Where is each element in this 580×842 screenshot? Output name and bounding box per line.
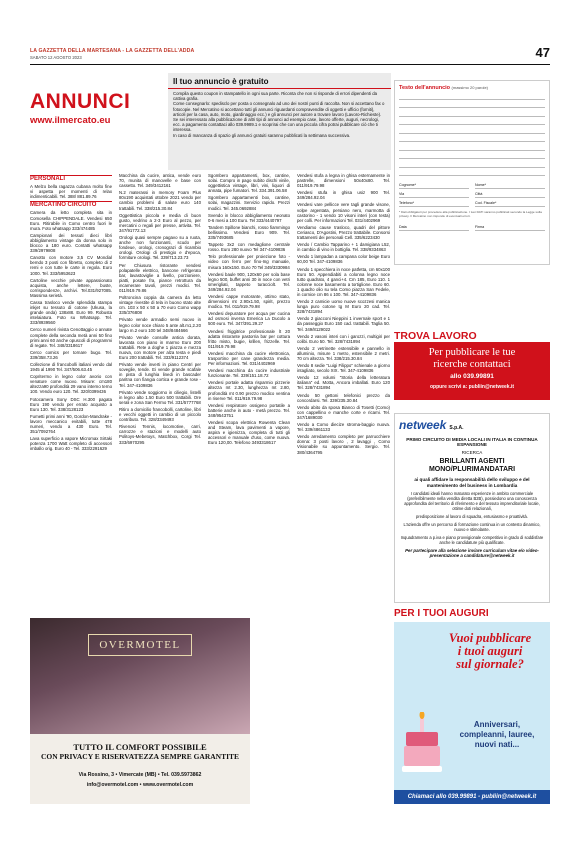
listing-item: Vendesi baule 900, 120x60 per sola base legno 500, buffet anni 30 in noce con vetri smerigliati, tappeto turacciolt. Tel. 349/284.92.04 xyxy=(208,271,290,292)
listing-item: Vendo abito da sposa Bianco di Tosetti (Como) con cappellino e manche corte e ricami. Tel. 347/1689030 xyxy=(297,404,390,420)
listing-item: Vendo 2 vetrinette estensibile e pannello in alluminio, misure 1 metro, estensibile 2 metri. 70 cm altezza. Tel. 338/215.30.84 xyxy=(297,345,390,361)
listing-item: Vendo 2 giacconi Nieppini 1 invernale sport e 1 da passeggio Euro 150 cad. trattabili. Taglia 50. Tel. 349/8129022 xyxy=(297,316,390,332)
listing-item: Cartoline vecchie private appassionato acquista, anche lettere, buste, corrispondenze, archivi. Tel.031/927085. Massima serietà. xyxy=(30,277,112,298)
listing-column-2 xyxy=(119,173,201,447)
listing-item: Cassa trasloco vende splendida stampa inkjet su tessuto di cotone (Ukusa, la grande onda) 138x88. Euro 99. Robusta intelaiatura. Foto su Whatsapp. Tel. 333/8939560 xyxy=(30,299,112,326)
field-cognome[interactable]: Cognome* xyxy=(399,180,469,189)
listing-item: Vendo 1 specchiera in noce patfetta, cm 60x100 Euro 50. Appendiabiti a colonna legno noce tutto quadrato, 4 ganci+4. Cm 185, Euro 110. 1 colonne noce basamento a tortiglione. Euro 60. 1 quadro olio su tela Como piazza San Fedele, in cornice cm 86 x 100. Tel. 347-4109836 xyxy=(297,266,390,297)
listing-item: Privato vende inverti in piano Centri per soveglie, tende. Ei vende grande scafale in pista di lunghia linedi in bascader paritna con fiangia cortica e grande rose - Tel. 347-4109836 xyxy=(119,362,201,388)
listing-item: Tappeto 3x2 con medaglione centrale rosso. Euro 280 nuovo Tel 347-4109836 xyxy=(208,242,290,253)
listing-item: Vendo arredamento completo per parrucchiere donna: 3 posti lavoro , 2 lavaggi , Como Visionabile su appuntamento. Sergio. Tel. 380/4364795 xyxy=(297,434,390,455)
listing-item: Poltroncina coppia da camera da letto vintage rivestite di tela in buono stato alte cm. 103 x 50 x 50 a 70 euro Como wapp 335/376808 xyxy=(119,295,201,316)
info-title: Il tuo annuncio è gratuito xyxy=(168,73,391,89)
netweek-tagline: PRIMO CIRCUITO DI MEDIA LOCALI IN ITALIA IN CONTINUA ESPANSIONE xyxy=(406,437,538,447)
listing-item: Orologi quasi sempre pagavo su a ruota, anche non funzionanti, scudo per fondeue, orologi, cronograzi di ricambio orologi. Orologi di prestigio e d'epoca, formiture orologi. Tel. 339/713.23.73 xyxy=(119,235,201,261)
page-header xyxy=(30,47,550,65)
auguri-contact-bar[interactable]: Chiamaci allo 039.99891 - publiin@netweek.it xyxy=(394,790,550,804)
listing-column-3 xyxy=(208,173,290,448)
field-firma[interactable]: Firma xyxy=(475,222,545,231)
listing-item: Vendiamo cause trasloco, quadri del pittore Ceriasco, D'Agostini, Prezzo trattabile. Consorsi trattamenti dei personali Cell. 335/6223430 xyxy=(297,224,390,241)
netweek-logo-text: netweek xyxy=(399,418,447,432)
listing-item: Vendo 2 vasoni interi con i garozzi, multigiri per colibi. Euro 50. Tel. 328/7431894 xyxy=(297,333,390,344)
auguri-q3: sul giornale? xyxy=(456,657,524,671)
trova-lavoro-headline xyxy=(394,347,550,371)
listing-item: Vendesi stufa a legna in ghisa esternamente in pastrelle, dimensioni 50x40x80. Tel. 011/919.79.98 xyxy=(297,173,390,189)
info-text-1: Compila questo coupon in stampatello in ogni sua parte. Riconta che non si risponde di errori dipendenti da cattiva grafia. xyxy=(173,91,377,102)
auguri-ad xyxy=(394,608,550,804)
ad-text-lines[interactable] xyxy=(399,91,545,176)
netweek-logo-suffix: S.p.A. xyxy=(449,425,464,431)
trova-lavoro-ad xyxy=(394,330,550,400)
listing-item: Privato vende armadio semi nuovo in legno color noce chiaro 5 ante alt.m1,2.20 largo m.2 euro 100 tel 348/8484666 xyxy=(119,317,201,333)
listing-item: Rivenosi Tennis, locomotive, carri, carrozze e stazioni e modelli auto Politoys-Mebetoys, Matchbox, Corgi Tel. 333/6970295 xyxy=(119,424,201,445)
trova-lavoro-title: TROVA LAVORO xyxy=(394,330,477,342)
free-ad-info-box xyxy=(168,73,391,170)
overmotel-headline: TUTTO IL COMFORT POSSIBILE xyxy=(73,742,207,752)
listing-item: Canotto con motore 3,5 CV Mondial bemdo 3 posti con fibretto, completo di 2 remi e con tutte le carte in regola. Euro 1000. Tel. 333/5953623 xyxy=(30,255,112,276)
auguri-r3: nuovi nati... xyxy=(474,740,520,749)
field-nome[interactable]: Nome* xyxy=(475,180,545,189)
field-data[interactable]: Data xyxy=(399,222,469,231)
auguri-r1: Anniversari, xyxy=(473,720,521,729)
auguri-r2: compleanni, lauree, xyxy=(459,730,535,739)
listing-item: Fumetti primi anni '90, Gordon-Mandrake - lavoro meccanico evitabili, tutte 478 numeri, vendo a 430 Euro. Tel. 351/7092764 xyxy=(30,413,112,435)
netweek-role-desc: ai quali affidare la responsabilità dello sviluppo e del mantenimento del business in Lombardia xyxy=(414,477,530,488)
listing-item: Vendesi vare pellicce vere tagli grande visone, volpe argentata, persiano nero, marmotta di castorino - 1 vendo 10 visoni interi (con testa) per colli. Per informazioni Tel. 031/4402969 xyxy=(297,202,390,223)
listing-item: Vendo 8 sedie "Luigi Filippo" schienale a giorno intagliato, secolo XIX. Tel. 347-4109836 xyxy=(297,363,390,374)
field-telefono[interactable]: Telefono* xyxy=(399,198,469,207)
netweek-text-1: I candidati ideali hanno maturato esperienze in ambito commerciale (preferibilmente nella vendita diretta B2B), possiedono una conoscenza approfondita del territorio di riferimento e del tessuto imprenditoriale locale, ottime doti relazionali, xyxy=(404,491,540,511)
form-note: * Dati obbligatori per procedere alla pubblicazione. I tuoi DATI saranno pubblicati secondo la Legge sulla privacy. Il Mercatino non risponde di eventuali errori. xyxy=(399,210,542,218)
listing-item: Campionari dei tessuti dieci libri abbigliamento vintage da donna solo in blocco a 180 euro. Contatti whatsapp 339/2979808 xyxy=(30,232,112,254)
listing-item: Ritiro a domicilio francobolli, cartoline, libri e vecchi oggetti in cambio di un piccolo contributo. Tel. 328/3349493 xyxy=(119,406,201,423)
netweek-text-3: L'azienda offre un percorso di formazione continua in un contesto dinamico, nuovo e stimolante. xyxy=(403,522,541,532)
overmotel-photo xyxy=(30,618,250,734)
annunci-website[interactable]: www.ilmercato.eu xyxy=(30,115,111,126)
field-via[interactable]: Via xyxy=(399,189,469,198)
form-sign-row xyxy=(399,222,545,231)
netweek-text-4: Inquadramento a p.iva e piano provvigionale competitivo in grado di soddisfare anche le candidature più qualificate. xyxy=(400,535,544,545)
listing-item: Telo professionale per proiezione foto - video con ferro per fino-Ing manuale, misura 160x150. Euro 70 Tel 349/3330984 xyxy=(208,254,290,270)
listing-item: Cerco comics per tornare bugo. Tel. 339/358.73.26 xyxy=(30,349,112,360)
listing-item: Privato Vende consolle antica dorata, lavorata con piano in marmo Euro 200 trattabili. Rete a doghe 1 piazza e mezza nuova, con motore per alza testa e piedi Euro 200 trattabili. Tel. 333/9112374 xyxy=(119,334,201,361)
page-number: 47 xyxy=(535,45,550,60)
listing-item: Vendo 2 camicie uomo nuove scozzesi manica lunga puro cotone tg M Euro 20 cad. Tel. 328/7431894 xyxy=(297,299,390,315)
annunci-masthead xyxy=(30,91,170,126)
trova-email[interactable]: oppure scrivi a: publiin@netweek.it xyxy=(429,384,515,390)
netweek-apply: Per partecipare alla selezione inviare curriculum vitae e/o video-presentazione a candidature@netweek.it xyxy=(405,548,539,559)
auguri-occasions xyxy=(444,720,550,750)
publication-name: LA GAZZETTA DELLA MARTESANA - LA GAZZETTA DELL'ADDA xyxy=(30,48,195,54)
netweek-logo xyxy=(399,418,545,432)
issue-date: SABATO 12 AGOSTO 2023 xyxy=(30,55,82,60)
trova-phone[interactable]: allo 039.99891 xyxy=(450,373,494,380)
listing-item: Sgombero appartamenti box, cantine, solai, magazzini. Servizio rapido. Prezzi modici. Tel. 345.0692884 xyxy=(208,195,290,211)
field-citta[interactable]: Città xyxy=(475,189,545,198)
info-text-2: Come consegnarlo: spedisclo per posta o consegnalo ad uno dei nostri punti di raccolta. Non si accettano fax o fotocopie. Nel Mercatino si accettano tutti gli annunci riguardanti compravendite di oggetti e ufficio (forniti), articoli per la casa, auto, moto, giardinaggio ecc.) e gli annunci per autore a trovare lavoro (Lavoro-Richieste). xyxy=(173,101,385,117)
listing-item: Vendesi stufa in ghisa usiz 900 Tel. 349/284.92.04 xyxy=(297,190,390,201)
ad-coupon-form xyxy=(394,80,550,265)
listing-column-4 xyxy=(297,173,390,457)
listings-columns xyxy=(30,173,390,608)
form-fields xyxy=(399,180,545,207)
listing-item: Camera da letto completa sita in Comosella CHIPPENDALE. Vendesi 650 Euro. Ritirabile in Como centro fuori le mura. Foto whatsapp 333/474485 xyxy=(30,210,112,231)
listing-item: Fotocamera Sony DSC H.300 pagata Euro 190 vendo per errato acquisto a Euro 130. Tel. 338/3128123 xyxy=(30,396,112,412)
listing-item: Vendesi depuratore per acqua per cucina ad osmosi inversa Emerica La Ducolo a 500 euro. Tel. 347/391.29.27 xyxy=(208,311,290,327)
listing-item: Vendesi friggitrice professionale lt 20 adatta ristorante pastorria bar per cottura fritto misto, bugie, krillen, frizzelle. Tel. 011/919.79.98 xyxy=(208,328,290,349)
listing-item: Privato vende soggiorno in ciliegio, listelli in legno alto 1.50 Euro 500 trattabili. Ore serali e zona San Fermo Tel. 331/5777768 xyxy=(119,389,201,405)
netweek-recruitment-ad xyxy=(394,413,550,603)
listing-item: Vendesi cappe motorante, ottimo stato, dimensioni mt 2.90x1.50, spirit, prezzo modico. Tel. 011/919.79.98 xyxy=(208,293,290,310)
listing-item: Vendo 12 volumi "Storia della letteratura italiana" ed. Motta, Ancora imballati. Euro 120 Tel. 328/7431894 xyxy=(297,375,390,391)
listing-item: Vendesi portale adatta risparmio pizzerie altezza mt 2.30, lunghezza mt 2.80, profondità mt 0.90 prezzo modico ventina in riserve Tel. 011/919.79.98 xyxy=(208,380,290,401)
section-personali: PERSONALI xyxy=(30,175,112,182)
auguri-box xyxy=(394,622,550,804)
field-cod-fiscale[interactable]: Cod. Fiscale* xyxy=(475,198,545,207)
trova-line-1: Per pubblicare le tue xyxy=(428,347,516,358)
trova-line-2: ricerche contattaci xyxy=(433,359,511,370)
listing-item: Lava superficio a vapore Micromax Sirtaki potenza 1700 Watt completo di accessori imballo orig. Euro 40 - Tel. 333/2291629 xyxy=(30,436,112,452)
listing-item: Cerco numeri rivista Cenottaggio o annate complete della seconda metà anni 50 fino primi anni 60 anche opuscoli di programmi di regate. Tel. 348/3318617 xyxy=(30,327,112,348)
listing-item: Vendesi macchina da cucire elettronica, trasportino per cane grandezza media. Per informazioni. Tel. 031/4402969 xyxy=(208,350,290,367)
listing-item: Vendo a Como diecize stroma-baggio nuova. Tel. 339/4861133 xyxy=(297,422,390,433)
overmotel-contacts[interactable]: info@overmotel.com • www.overmotel.com xyxy=(86,782,194,788)
form-subtitle: (massimo 20 parole) xyxy=(451,85,489,90)
netweek-ricerca: RICERCA xyxy=(461,450,483,455)
listing-item: Vendo / Cambio Tapparino + 1 damigiana L52, in cambio di vino in bottiglia. Tel. 338/9334863 xyxy=(297,242,390,253)
listing-column-1 xyxy=(30,173,112,454)
section-mercatino: MERCATINO CIRCUITO xyxy=(30,201,112,208)
listing-item: N.2 materassi in memory Foam Plus 80x190 acquistati ottobre 2021 vendo per cambio problemi di salute euro 140 trattabili. Tel. 338/215.30.84 xyxy=(119,190,201,211)
form-title-text: Testo dell'annuncio xyxy=(399,85,451,91)
listing-item: Vendo 1 lampadan a campana color beige Euro 60,00 Tel. 347-4109836 xyxy=(297,254,390,265)
listing-item: A Melzo bella ragazza cubana molto fine vi aspetta per momenti di relax indimenticabili. Tel. 388/ 881.89.76 xyxy=(30,184,112,200)
netweek-text-2: predisposizione al lavoro di squadra, entusiasmo e proattività. xyxy=(416,514,528,519)
overmotel-address: Via Rossino, 3 • Vimercate (MB) • Tel. 039.5973862 xyxy=(78,772,202,778)
auguri-q1: Vuoi pubblicare xyxy=(448,631,532,645)
listing-item: Per Chiusura ristorante vendesi polapatelle elettrico, bancone refrigerato bar, lavastoviglie a livello, porzioniere, piatti, posate fra, piance retrottura da incamerare tavoli, prezzi modici. Tel. 011/919.79.86 xyxy=(119,262,201,293)
auguri-question xyxy=(430,632,550,671)
auguri-q2: i tuoi auguri xyxy=(457,644,523,658)
listing-item: Sgombero appartamenti, box, cantine, solai. Compro in pago subito dischi vinile, oggettistica vintage, libri, vini, liquori di annata, pipe fumatori. Tel. 334.391.06.58 xyxy=(208,173,290,194)
netweek-role: BRILLANTI AGENTI MONO/PLURIMANDATARI xyxy=(428,458,516,473)
listing-item: Oggettistica piccola e media di buon gusto, vedrino a 2-3 Euro al pezzo, per mercatini o regali per presse, artivita. Tel. 347/91772.13 xyxy=(119,212,201,233)
listing-item: Svendo in blocco abbigliamento neonato 0-6 mesi a 100 Euro. Tel 333/4440797 xyxy=(208,212,290,223)
info-text-3: Se sei interessato alla pubblicazione di altri tipi di annunci ad esempio case, lavoro offerte, auguri, necrologi, ecc. a pagamento contattaci allo 039.9989.1 e scoprirai che con una piccola cifra potrai pubblicare ciò che ti interessa. xyxy=(173,117,380,133)
overmotel-subheadline: CON PRIVACY E RISERVATEZZA SEMPRE GARANTITE xyxy=(40,752,240,761)
overmotel-ad xyxy=(30,618,250,804)
listing-item: Vendesi respiratore ossigeno portatile a batterie anche in auto - metà prezzo. Tel. 348/9543751 xyxy=(208,402,290,418)
listing-item: Copritermo in legno color avorio con venature come nuovo. Misure: cm180 altezza90 profondità 29 vano interno terno 100. Vendo euro 120. Tel. 320/0399436 xyxy=(30,374,112,395)
cake-icon xyxy=(402,712,442,782)
listing-item: Tandem Spillone bianchi, rosso fiammingo bellissimo. Vendesi Euro 909. Tel. 335/7493685 xyxy=(208,224,290,241)
listing-item: Vendesi macchina da cucire industriale funzionante. Tel. 339/151.18.72 xyxy=(208,368,290,379)
annunci-title: ANNUNCI xyxy=(30,90,131,113)
info-text-4: In caso di mancanza di spazio gli annunci gratuiti saranno pubblicati la settimana successiva. xyxy=(173,132,351,138)
auguri-title: PER I TUOI AUGURI xyxy=(394,608,489,619)
listing-item: Collezione di francobolli italiani vendo dal 1945 al 1990 Tel. 347/506.63.45 xyxy=(30,362,112,373)
overmotel-logo: OVERMOTEL xyxy=(88,634,192,656)
listing-item: Macchina da cucire, antica, vende euro 70, munita di manovelle e base con cassetto. Tel. 349/3412161 xyxy=(119,173,201,189)
listing-item: Vendesi scopa elettrica Rowenta Clean and Steam, lava pavimenti a vapore, aspira e igienizza, completa di tutti gli accessori e manuale d'uso, come nuova. Euro 120,00. Telefono 3493318617 xyxy=(208,420,290,446)
listing-item: Vendo 50 gettoni telefonici prezzo da concordarsi. Tel. 339/235.30.84 xyxy=(297,392,390,403)
